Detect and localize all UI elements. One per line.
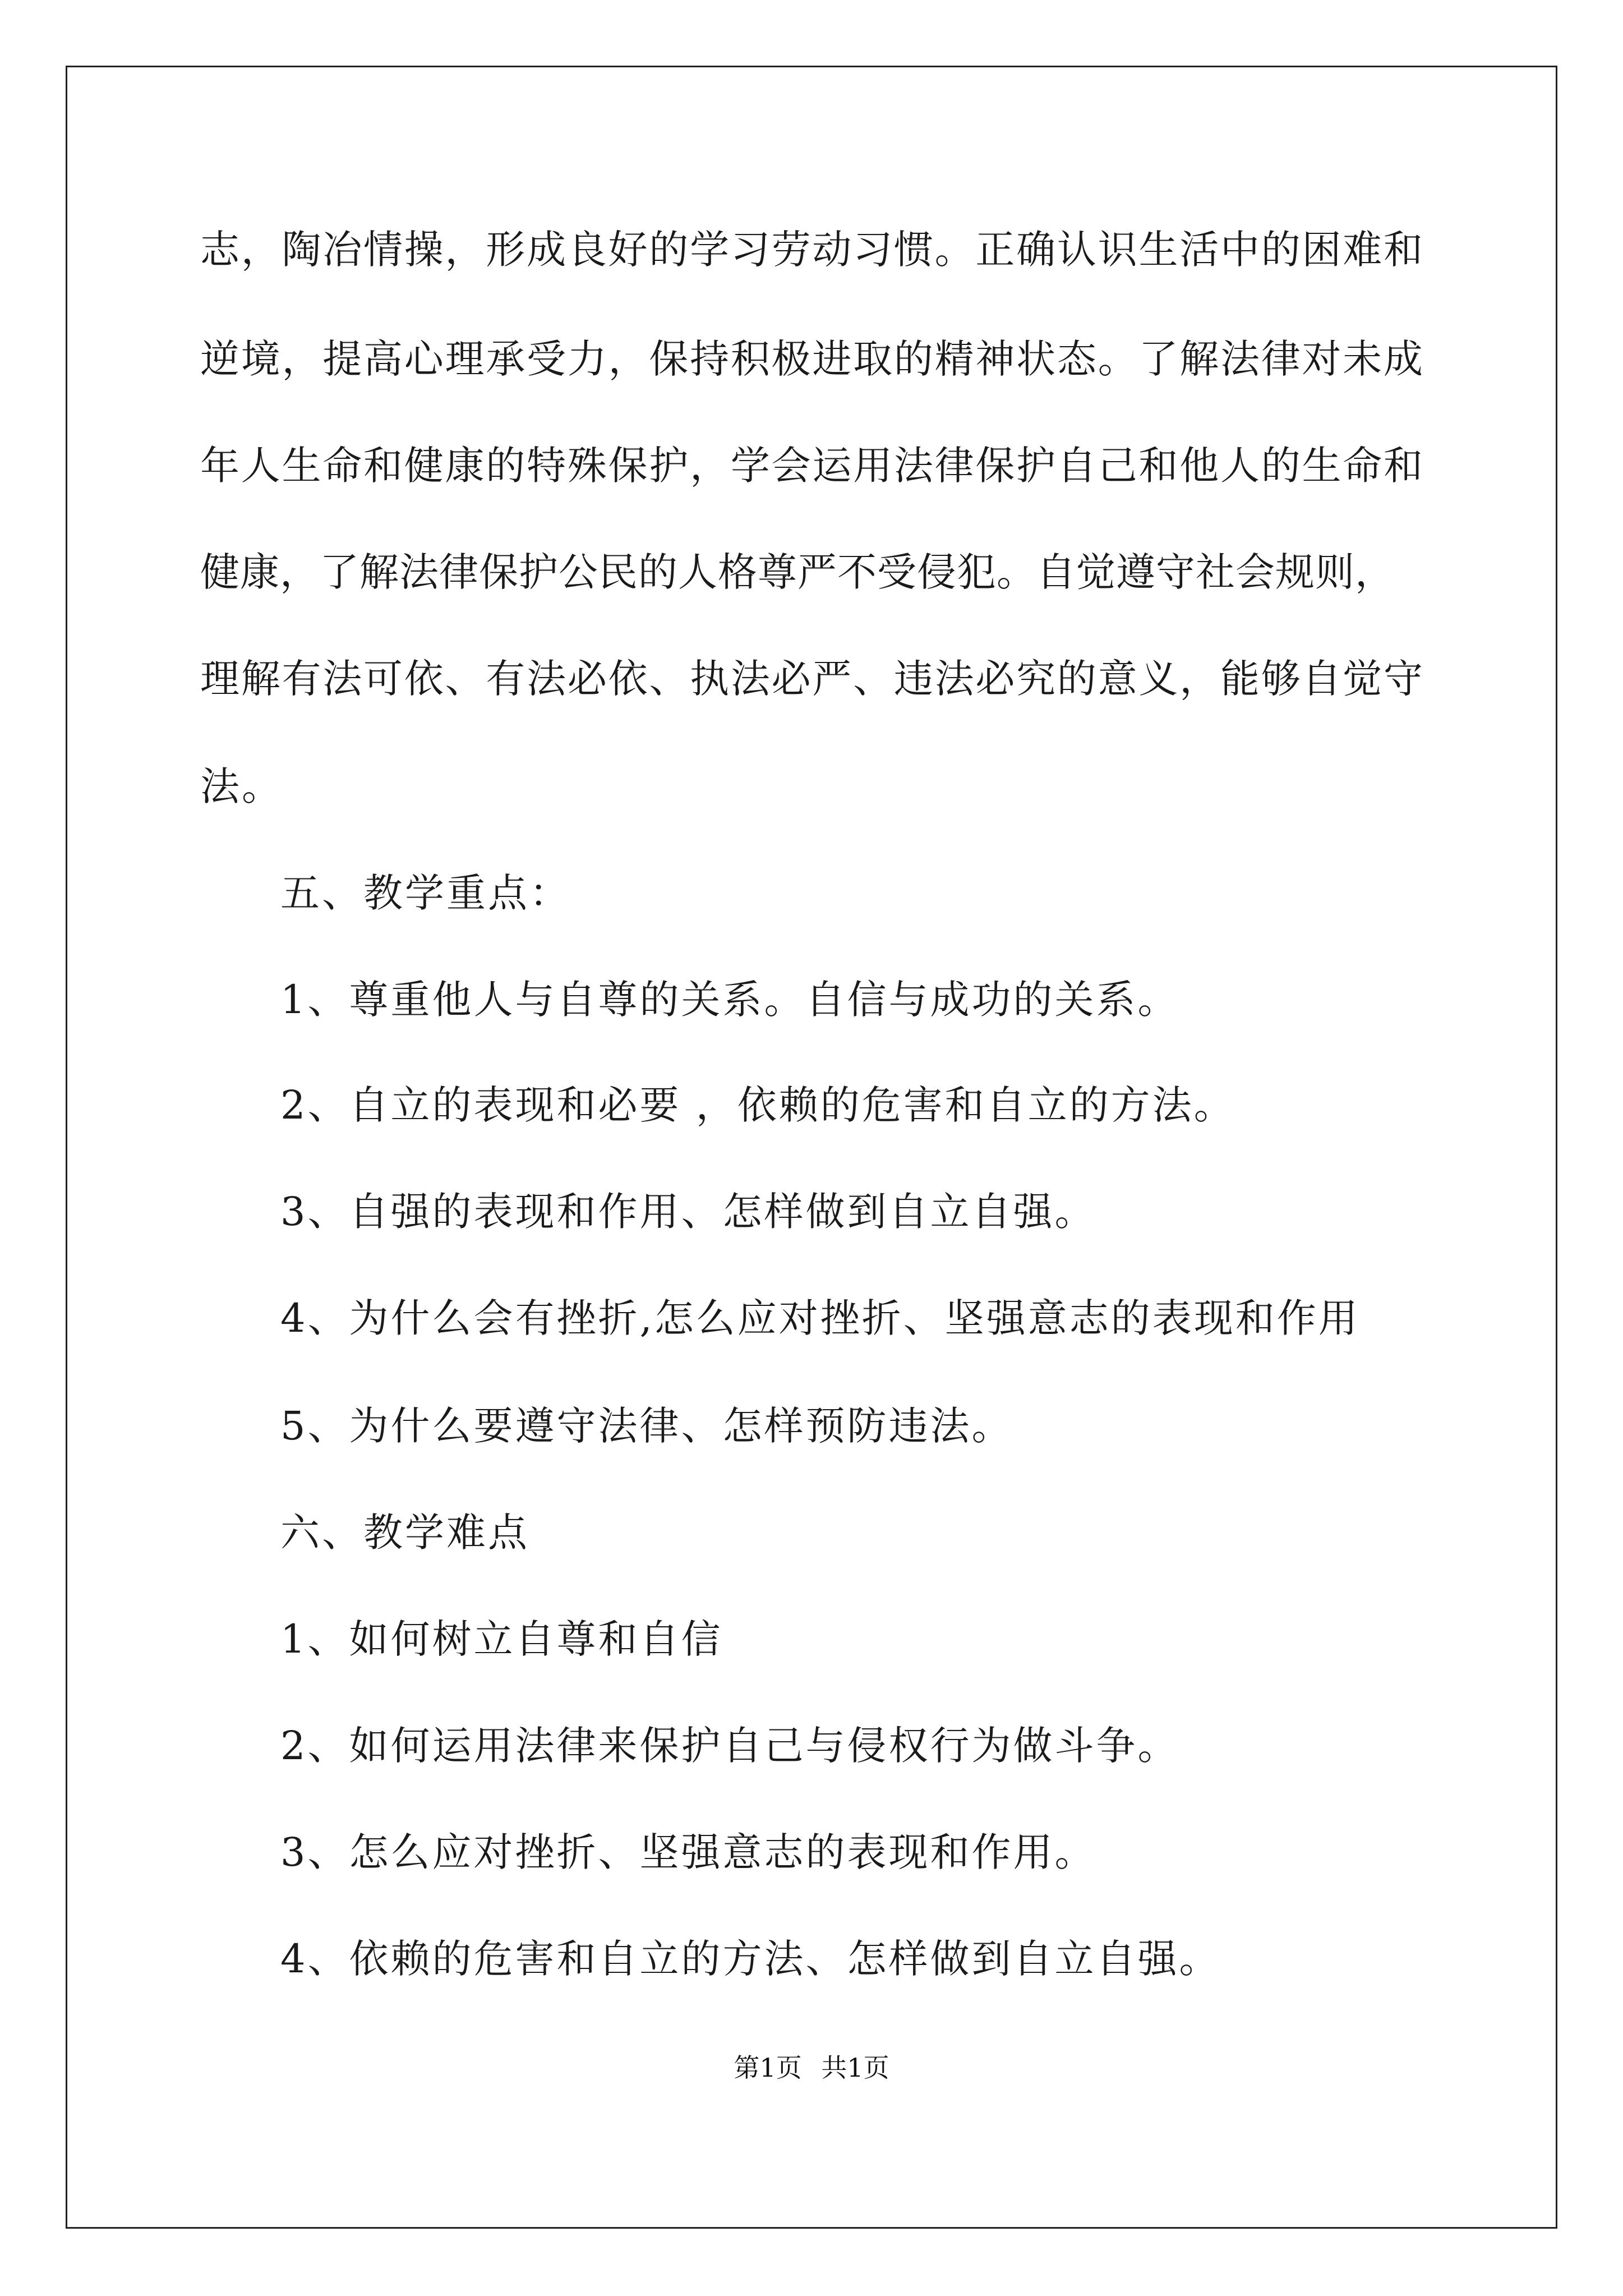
list-item: 3、怎么应对挫折、坚强意志的表现和作用。 <box>280 1829 1096 1875</box>
paragraph-line: 理解有法可依、有法必依、执法必严、违法必究的意义，能够自觉守 <box>200 656 1423 702</box>
page-border <box>66 66 1557 2229</box>
section-heading-difficulties: 六、教学难点 <box>280 1510 529 1556</box>
list-item: 2、自立的表现和必要 ，依赖的危害和自立的方法。 <box>280 1082 1235 1128</box>
list-item: 3、自强的表现和作用、怎样做到自立自强。 <box>280 1189 1096 1235</box>
paragraph-line: 法。 <box>200 763 283 809</box>
list-item: 4、依赖的危害和自立的方法、怎样做到自立自强。 <box>280 1936 1221 1982</box>
paragraph-line: 逆境，提高心理承受力，保持积极进取的精神状态。了解法律对未成 <box>200 336 1423 382</box>
page-number-footer: 第1页 共1页 <box>734 2053 889 2083</box>
list-item: 4、为什么会有挫折,怎么应对挫折、坚强意志的表现和作用 <box>280 1295 1360 1341</box>
list-item: 1、如何树立自尊和自信 <box>280 1616 723 1662</box>
section-heading-key-points: 五、教学重点： <box>280 870 571 916</box>
list-item: 5、为什么要遵守法律、怎样预防违法。 <box>280 1403 1013 1449</box>
paragraph-line: 健康，了解法律保护公民的人格尊严不受侵犯。自觉遵守社会规则， <box>200 549 1395 595</box>
paragraph-line: 年人生命和健康的特殊保护，学会运用法律保护自己和他人的生命和 <box>200 443 1423 489</box>
list-item: 1、尊重他人与自尊的关系。自信与成功的关系。 <box>280 977 1179 1023</box>
paragraph-line: 志，陶冶情操，形成良好的学习劳动习惯。正确认识生活中的困难和 <box>200 227 1423 273</box>
list-item: 2、如何运用法律来保护自己与侵权行为做斗争。 <box>280 1723 1179 1769</box>
